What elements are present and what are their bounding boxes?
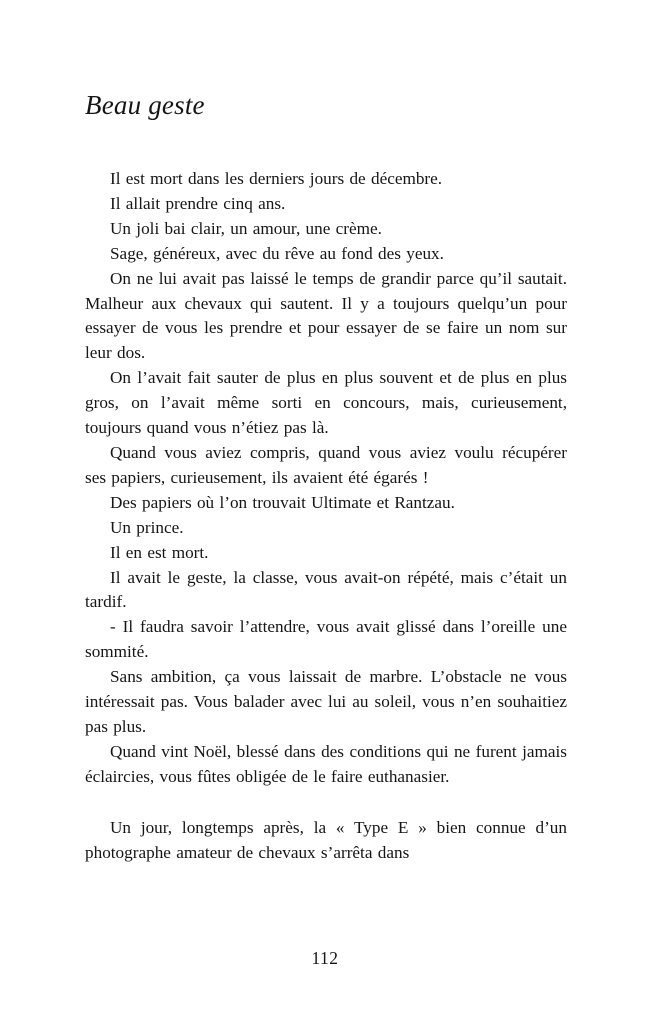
paragraph: Il en est mort. — [110, 542, 209, 562]
paragraph: Sage, généreux, avec du rêve au fond des yeux. — [110, 243, 444, 263]
paragraph: Quand vint Noël, blessé dans des conditions qui ne furent jamais éclaircies, vous fûtes obligée de le faire euthanasier. — [85, 741, 567, 786]
paragraph: - Il faudra savoir l’attendre, vous avait glissé dans l’oreille une sommité. — [85, 617, 567, 662]
section — [85, 816, 567, 866]
paragraph: On ne lui avait pas laissé le temps de grandir parce qu’il sautait. Malheur aux chevaux qui sautent. Il y a toujours quelqu’un pour essayer de vous les prendre et pour essayer de se faire un nom sur leur dos. — [85, 268, 567, 363]
page-content — [85, 90, 567, 865]
paragraph: Il est mort dans les derniers jours de décembre. — [110, 169, 443, 188]
paragraph: Il avait le geste, la classe, vous avait-on répété, mais c’était un tardif. — [85, 567, 567, 612]
paragraph: Un prince. — [110, 517, 184, 537]
paragraph: Un joli bai clair, un amour, une crème. — [110, 218, 382, 238]
section — [85, 167, 567, 790]
paragraph: On l’avait fait sauter de plus en plus souvent et de plus en plus gros, on l’avait même sorti en concours, mais, curieusement, toujours quand vous n’étiez pas là. — [85, 368, 567, 438]
chapter-title: Beau geste — [85, 90, 205, 120]
paragraph: Quand vous aviez compris, quand vous aviez voulu récupérer ses papiers, curieusement, ils avaient été égarés ! — [85, 442, 567, 487]
paragraph: Un jour, longtemps après, la « Type E » bien connue d’un photographe amateur de chevaux s’arrêta dans — [85, 817, 567, 862]
sections — [85, 167, 567, 865]
page-number: 112 — [311, 948, 339, 968]
paragraph: Sans ambition, ça vous laissait de marbre. L’obstacle ne vous intéressait pas. Vous balader avec lui au soleil, vous n’en souhaitiez pas plus. — [85, 667, 567, 736]
paragraph: Il allait prendre cinq ans. — [110, 193, 286, 213]
paragraph: Des papiers où l’on trouvait Ultimate et Rantzau. — [110, 492, 455, 512]
